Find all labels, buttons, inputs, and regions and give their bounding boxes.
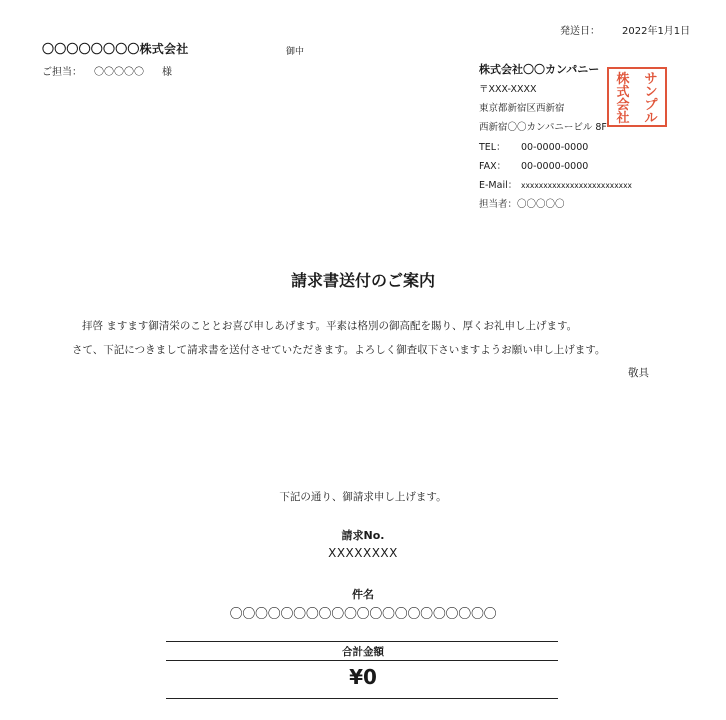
svg-text:株: 株: [616, 72, 630, 87]
company-seal-graphic: [609, 69, 665, 125]
svg-text:式: 式: [616, 85, 630, 100]
letter-title: 請求書送付のご案内: [290, 271, 435, 290]
recipient-company: 〇〇〇〇〇〇〇〇株式会社: [42, 42, 189, 56]
sender-email: [479, 177, 632, 191]
issue-date-label: 発送日：: [560, 26, 600, 37]
sender-address-2: 西新宿〇〇カンパニービル 8F: [479, 122, 607, 133]
sender-block: [479, 61, 632, 210]
greeting-line-2: さて、下記につきまして請求書を送付させていただきます。よろしく御査収下さいますようお願い申し上げます。: [72, 344, 606, 356]
sender-email-value: xxxxxxxxxxxxxxxxxxxxxxxxx: [521, 181, 632, 190]
svg-text:ル: ル: [644, 111, 658, 125]
total-amount-value: ¥0: [349, 665, 377, 689]
sender-address-1: 東京都新宿区西新宿: [479, 103, 565, 114]
sender-person-label: 担当者：: [479, 199, 518, 210]
sender-fax: [479, 158, 588, 172]
total-middle-rule: [166, 660, 558, 661]
total-top-rule: [166, 641, 558, 642]
sender-tel: [479, 139, 588, 153]
sender-tel-value: 00-0000-0000: [521, 142, 589, 153]
svg-text:社: 社: [616, 111, 630, 125]
sender-company: 株式会社〇〇カンパニー: [479, 63, 600, 76]
svg-text:ン: ン: [644, 85, 658, 100]
recipient-contact-name: 〇〇〇〇〇: [94, 67, 144, 78]
issue-date-row: [560, 22, 690, 37]
issue-date-value: 2022年1月1日: [622, 26, 691, 37]
svg-text:サ: サ: [644, 72, 658, 87]
svg-text:会: 会: [616, 98, 630, 113]
recipient-honorific: 御中: [286, 47, 305, 57]
invoice-number-label: 請求No.: [341, 529, 385, 542]
sender-person: [479, 196, 565, 210]
svg-text:プ: プ: [644, 98, 658, 113]
invoice-number-value: XXXXXXXX: [328, 546, 398, 560]
recipient-contact-suffix: 様: [162, 67, 172, 78]
sender-tel-label: TEL：: [479, 142, 506, 153]
subject-value: 〇〇〇〇〇〇〇〇〇〇〇〇〇〇〇〇〇〇〇〇〇: [229, 607, 497, 622]
sender-fax-value: 00-0000-0000: [521, 161, 589, 172]
closing-word: 敬具: [628, 367, 649, 379]
total-bottom-rule: [166, 698, 558, 699]
company-seal-stamp: [607, 67, 667, 127]
sender-person-value: 〇〇〇〇〇: [517, 199, 565, 210]
greeting-line-1: 拝啓 ますます御清栄のこととお喜び申しあげます。平素は格別の御高配を賜り、厚くお礼申し上げます。: [82, 320, 578, 332]
sender-postal: 〒XXX-XXXX: [479, 84, 537, 95]
total-amount-label: 合計金額: [342, 646, 384, 658]
sender-fax-label: FAX：: [479, 161, 507, 172]
subject-label: 件名: [352, 588, 374, 601]
recipient-contact-label: ご担当：: [42, 67, 82, 78]
invoice-lead-text: 下記の通り、御請求申し上げます。: [279, 491, 447, 503]
recipient-contact: [42, 63, 172, 78]
sender-email-label: E-Mail：: [479, 180, 518, 191]
